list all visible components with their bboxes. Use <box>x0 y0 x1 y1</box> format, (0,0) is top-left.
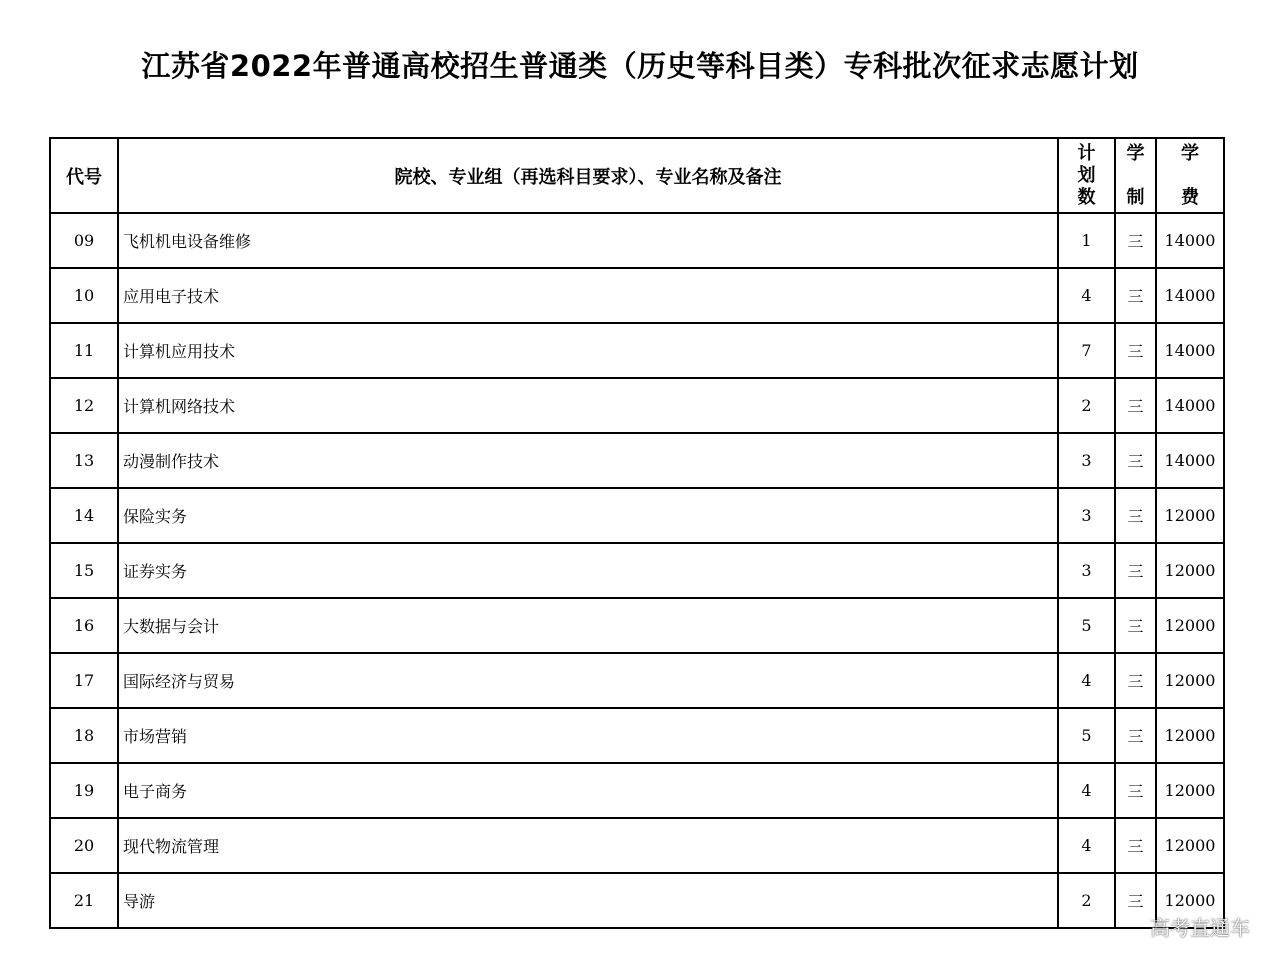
row-fee-cell <box>1156 708 1224 763</box>
row-plan-count-cell <box>1058 378 1115 433</box>
row-code: 15 <box>73 561 95 580</box>
row-years-cell <box>1115 708 1156 763</box>
row-code: 18 <box>73 726 95 745</box>
row-years: 三 <box>1127 672 1144 691</box>
header-plan-char-1: 计 <box>1077 142 1096 164</box>
row-major-name-cell <box>118 653 1058 708</box>
header-name: 院校、专业组（再选科目要求）、专业名称及备注 <box>118 138 1058 213</box>
header-plan-char-2: 划 <box>1077 164 1096 186</box>
table-row <box>50 433 1224 488</box>
page-title: 江苏省2022年普通高校招生普通类（历史等科目类）专科批次征求志愿计划 <box>141 49 1139 83</box>
table-row <box>50 818 1224 873</box>
row-years: 三 <box>1127 452 1144 471</box>
row-code-cell <box>50 708 118 763</box>
row-major-name-cell <box>118 873 1058 928</box>
row-plan-count-cell <box>1058 213 1115 268</box>
row-plan-count: 4 <box>1081 286 1092 305</box>
row-fee-cell <box>1156 488 1224 543</box>
row-code-cell <box>50 323 118 378</box>
row-years-cell <box>1115 543 1156 598</box>
table-row <box>50 268 1224 323</box>
row-code: 09 <box>73 231 95 250</box>
row-major-name: 国际经济与贸易 <box>123 672 236 691</box>
row-plan-count: 3 <box>1081 451 1092 470</box>
row-years: 三 <box>1127 837 1144 856</box>
row-code-cell <box>50 818 118 873</box>
row-plan-count: 4 <box>1081 781 1092 800</box>
row-major-name-cell <box>118 213 1058 268</box>
row-plan-count: 4 <box>1081 671 1092 690</box>
row-years: 三 <box>1127 892 1144 911</box>
row-plan-count-cell <box>1058 268 1115 323</box>
row-code: 14 <box>73 506 95 525</box>
row-plan-count: 5 <box>1081 616 1092 635</box>
row-years-cell <box>1115 378 1156 433</box>
row-plan-count: 3 <box>1081 561 1092 580</box>
row-plan-count: 2 <box>1081 891 1092 910</box>
row-code-cell <box>50 543 118 598</box>
row-code-cell <box>50 488 118 543</box>
row-plan-count-cell <box>1058 488 1115 543</box>
row-major-name: 市场营销 <box>123 727 188 746</box>
table-row <box>50 653 1224 708</box>
row-fee-cell <box>1156 213 1224 268</box>
row-code: 19 <box>73 781 95 800</box>
table-header-row <box>50 138 1224 213</box>
row-major-name: 应用电子技术 <box>123 287 220 306</box>
header-years <box>1115 138 1156 213</box>
row-fee: 14000 <box>1164 286 1216 305</box>
row-fee: 12000 <box>1164 891 1216 910</box>
row-years: 三 <box>1127 507 1144 526</box>
row-code-cell <box>50 653 118 708</box>
row-years: 三 <box>1127 342 1144 361</box>
row-fee: 12000 <box>1164 506 1216 525</box>
header-fee-char-1: 学 <box>1181 142 1199 164</box>
row-fee-cell <box>1156 543 1224 598</box>
header-fee <box>1156 138 1224 213</box>
table-row <box>50 543 1224 598</box>
header-code: 代号 <box>50 138 118 213</box>
row-plan-count-cell <box>1058 873 1115 928</box>
row-major-name: 保险实务 <box>123 507 188 526</box>
header-plan-char-3: 数 <box>1077 186 1096 208</box>
row-years: 三 <box>1127 617 1144 636</box>
row-major-name: 导游 <box>123 892 156 911</box>
row-years-cell <box>1115 763 1156 818</box>
row-plan-count: 7 <box>1081 341 1092 360</box>
enrollment-plan-table <box>49 137 1225 929</box>
table-row <box>50 488 1224 543</box>
row-major-name-cell <box>118 763 1058 818</box>
row-code: 20 <box>73 836 95 855</box>
row-code: 11 <box>73 341 95 360</box>
row-fee: 14000 <box>1164 451 1216 470</box>
row-code-cell <box>50 763 118 818</box>
row-code-cell <box>50 433 118 488</box>
header-years-char-2: 制 <box>1126 186 1145 208</box>
row-major-name-cell <box>118 488 1058 543</box>
row-code-cell <box>50 268 118 323</box>
row-years: 三 <box>1127 287 1144 306</box>
row-major-name-cell <box>118 708 1058 763</box>
row-fee: 14000 <box>1164 396 1216 415</box>
row-fee-cell <box>1156 323 1224 378</box>
row-fee-cell <box>1156 653 1224 708</box>
row-fee: 12000 <box>1164 616 1216 635</box>
table-row <box>50 598 1224 653</box>
row-years-cell <box>1115 818 1156 873</box>
row-major-name: 飞机机电设备维修 <box>123 232 252 251</box>
row-years: 三 <box>1127 232 1144 251</box>
row-major-name-cell <box>118 378 1058 433</box>
header-plan <box>1058 138 1115 213</box>
row-major-name-cell <box>118 268 1058 323</box>
row-code-cell <box>50 213 118 268</box>
row-plan-count: 2 <box>1081 396 1092 415</box>
row-code: 10 <box>73 286 95 305</box>
row-major-name: 电子商务 <box>123 782 188 801</box>
table-row <box>50 378 1224 433</box>
row-plan-count-cell <box>1058 653 1115 708</box>
row-years: 三 <box>1127 562 1144 581</box>
row-fee-cell <box>1156 268 1224 323</box>
row-years-cell <box>1115 268 1156 323</box>
row-code: 13 <box>73 451 95 470</box>
row-plan-count: 1 <box>1081 231 1092 250</box>
row-years-cell <box>1115 488 1156 543</box>
row-fee: 14000 <box>1164 231 1216 250</box>
row-fee-cell <box>1156 763 1224 818</box>
row-fee: 14000 <box>1164 341 1216 360</box>
row-years: 三 <box>1127 782 1144 801</box>
row-plan-count-cell <box>1058 708 1115 763</box>
row-major-name: 计算机网络技术 <box>123 397 236 416</box>
row-plan-count-cell <box>1058 763 1115 818</box>
row-plan-count-cell <box>1058 818 1115 873</box>
header-fee-char-2: 费 <box>1181 186 1199 208</box>
row-plan-count-cell <box>1058 543 1115 598</box>
row-plan-count-cell <box>1058 323 1115 378</box>
row-major-name-cell <box>118 543 1058 598</box>
row-code: 17 <box>73 671 95 690</box>
row-fee: 12000 <box>1164 836 1216 855</box>
row-major-name-cell <box>118 433 1058 488</box>
watermark: 高考直通车 <box>1150 916 1250 940</box>
row-major-name: 计算机应用技术 <box>123 342 236 361</box>
row-major-name-cell <box>118 323 1058 378</box>
row-code: 21 <box>73 891 95 910</box>
row-major-name-cell <box>118 818 1058 873</box>
row-years-cell <box>1115 323 1156 378</box>
row-major-name-cell <box>118 598 1058 653</box>
row-code-cell <box>50 598 118 653</box>
table-row <box>50 873 1224 928</box>
row-fee-cell <box>1156 433 1224 488</box>
header-years-char-1: 学 <box>1126 142 1145 164</box>
row-major-name: 动漫制作技术 <box>123 452 220 471</box>
row-fee: 12000 <box>1164 561 1216 580</box>
table-row <box>50 708 1224 763</box>
row-major-name: 大数据与会计 <box>123 617 220 636</box>
row-years-cell <box>1115 213 1156 268</box>
table-row <box>50 213 1224 268</box>
table-body <box>50 213 1224 928</box>
row-years: 三 <box>1127 727 1144 746</box>
row-code-cell <box>50 378 118 433</box>
row-code-cell <box>50 873 118 928</box>
row-plan-count-cell <box>1058 433 1115 488</box>
row-major-name: 证券实务 <box>123 562 188 581</box>
row-fee-cell <box>1156 378 1224 433</box>
row-years-cell <box>1115 598 1156 653</box>
table-row <box>50 323 1224 378</box>
row-years-cell <box>1115 433 1156 488</box>
row-plan-count: 4 <box>1081 836 1092 855</box>
row-code: 12 <box>73 396 95 415</box>
row-fee-cell <box>1156 598 1224 653</box>
row-years: 三 <box>1127 397 1144 416</box>
row-plan-count: 5 <box>1081 726 1092 745</box>
row-fee: 12000 <box>1164 726 1216 745</box>
row-fee: 12000 <box>1164 671 1216 690</box>
row-major-name: 现代物流管理 <box>123 837 220 856</box>
row-plan-count: 3 <box>1081 506 1092 525</box>
row-years-cell <box>1115 653 1156 708</box>
row-fee: 12000 <box>1164 781 1216 800</box>
row-fee-cell <box>1156 818 1224 873</box>
table-row <box>50 763 1224 818</box>
row-code: 16 <box>73 616 95 635</box>
row-plan-count-cell <box>1058 598 1115 653</box>
